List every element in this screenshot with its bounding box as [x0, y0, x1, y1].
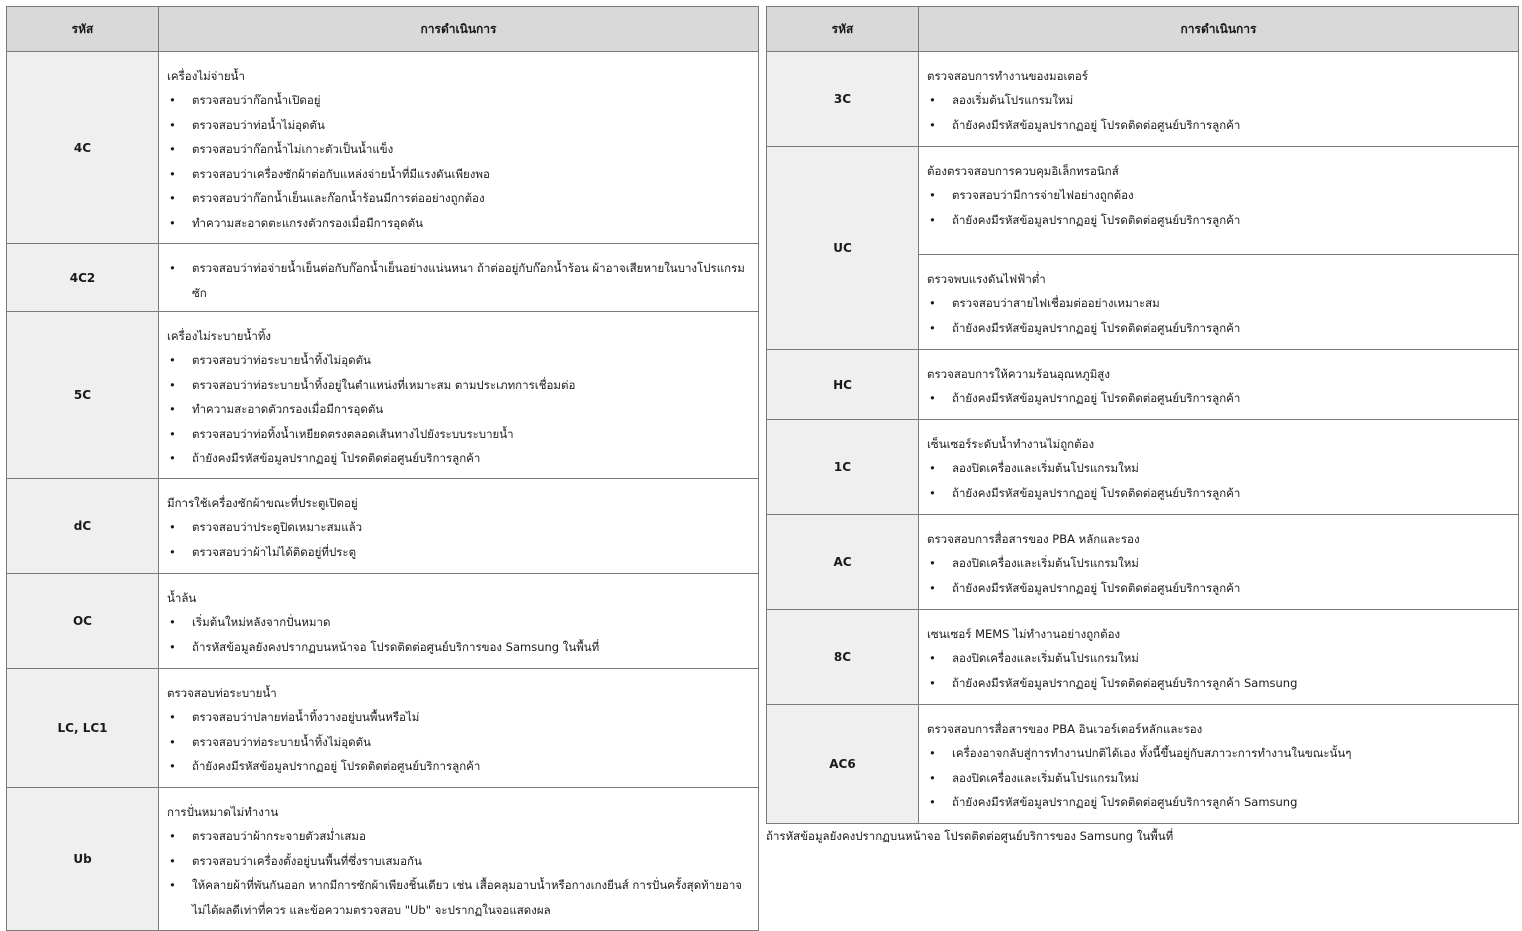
error-code-cell: AC6 — [767, 705, 919, 824]
action-list-item — [159, 610, 758, 635]
action-block — [919, 254, 1518, 349]
action-list-item — [919, 183, 1518, 208]
action-cell — [919, 705, 1519, 824]
action-item-text: ตรวจสอบว่าก๊อกน้ำเปิดอยู่ — [192, 93, 321, 107]
action-item-text: ลองปิดเครื่องและเริ่มต้นโปรแกรมใหม่ — [952, 770, 1139, 785]
action-list-item — [919, 741, 1518, 766]
action-item-text: ตรวจสอบว่ามีการจ่ายไฟอย่างถูกต้อง — [952, 188, 1134, 202]
error-code-row — [7, 669, 759, 788]
bullet-icon: • — [169, 759, 176, 773]
action-block — [159, 800, 758, 928]
action-item-text: ตรวจสอบว่าผ้ากระจายตัวสม่ำเสมอ — [192, 829, 366, 843]
action-heading: น้ำล้น — [167, 591, 197, 605]
action-list-item — [159, 397, 758, 422]
left-error-code-table — [6, 6, 759, 931]
action-list-item — [159, 422, 758, 447]
bullet-icon: • — [169, 520, 176, 534]
action-cell — [159, 788, 759, 931]
action-block — [919, 432, 1518, 511]
bullet-icon: • — [929, 188, 936, 202]
action-block — [919, 64, 1518, 143]
error-code-row — [767, 610, 1519, 705]
action-list — [159, 610, 758, 665]
action-cell — [919, 147, 1519, 350]
action-item-text: ทำความสะอาดตัวกรองเมื่อมีการอุดตัน — [192, 402, 384, 416]
action-item-text: เครื่องอาจกลับสู่การทำงานปกติได้เอง ทั้งนี้ขึ้นอยู่กับสภาวะการทำงานในขณะนั้นๆ — [952, 746, 1352, 760]
action-item-text: ลองปิดเครื่องและเริ่มต้นโปรแกรมใหม่ — [952, 556, 1139, 570]
bullet-icon: • — [169, 261, 176, 275]
action-item-text: ตรวจสอบว่าปลายท่อน้ำทิ้งวางอยู่บนพื้นหรือไม่ — [192, 710, 420, 724]
action-heading: มีการใช้เครื่องซักผ้าขณะที่ประตูเปิดอยู่ — [167, 496, 358, 510]
bullet-icon: • — [169, 853, 176, 868]
error-code-row — [7, 52, 759, 244]
action-list-item — [919, 790, 1518, 815]
action-list-item — [919, 646, 1518, 671]
action-heading: ตรวจสอบท่อระบายน้ำ — [167, 686, 277, 700]
bullet-icon: • — [169, 166, 176, 181]
action-item-text: ตรวจสอบว่าเครื่องตั้งอยู่บนพื้นที่ซึ่งราบเสมอกัน — [192, 853, 422, 868]
error-code-cell: 3C — [767, 52, 919, 147]
bullet-icon: • — [169, 829, 176, 843]
action-block — [919, 362, 1518, 417]
action-item-text: ให้คลายผ้าที่พันกันออก หากมีการซักผ้าเพียงชิ้นเดียว เช่น เสื้อคลุมอาบน้ำหรือกางเกงยีนส์ การปั่นครั้งสุดท้ายอาจไม่ได้ผลดีเท่าที่ควร และข้อความตรวจสอบ "Ub" จะปรากฏในจอแสดงผล — [192, 878, 743, 917]
action-block — [159, 324, 758, 477]
action-list-item — [919, 291, 1518, 316]
bullet-icon: • — [929, 461, 936, 475]
action-list — [919, 551, 1518, 606]
action-list — [159, 244, 758, 311]
bullet-icon: • — [929, 795, 936, 809]
action-block — [159, 244, 758, 311]
action-list — [159, 705, 758, 785]
action-cell — [159, 669, 759, 788]
error-code-cell: LC, LC1 — [7, 669, 159, 788]
action-item-text: ตรวจสอบว่าสายไฟเชื่อมต่ออย่างเหมาะสม — [952, 296, 1160, 310]
bullet-icon: • — [169, 734, 176, 749]
action-list — [919, 291, 1518, 346]
action-list-item — [159, 635, 758, 660]
error-code-cell: AC — [767, 515, 919, 610]
action-item-text: ถ้ายังคงมีรหัสข้อมูลปรากฏอยู่ โปรดติดต่อศูนย์บริการลูกค้า — [192, 451, 481, 465]
action-list-item — [159, 849, 758, 874]
action-list — [159, 348, 758, 477]
action-list-item — [159, 113, 758, 138]
footer-note: ถ้ารหัสข้อมูลยังคงปรากฏบนหน้าจอ โปรดติดต่อศูนย์บริการของ Samsung ในพื้นที่ — [766, 829, 1174, 843]
error-code-cell: 4C2 — [7, 244, 159, 312]
action-block — [919, 622, 1518, 701]
action-heading: เซ็นเซอร์ระดับน้ำทำงานไม่ถูกต้อง — [927, 437, 1095, 451]
error-code-cell: 8C — [767, 610, 919, 705]
bullet-icon: • — [169, 191, 176, 205]
action-item-text: ลองปิดเครื่องและเริ่มต้นโปรแกรมใหม่ — [952, 651, 1139, 665]
error-code-row — [767, 705, 1519, 824]
bullet-icon: • — [169, 93, 176, 107]
action-cell — [919, 420, 1519, 515]
action-item-text: ถ้ายังคงมีรหัสข้อมูลปรากฏอยู่ โปรดติดต่อศูนย์บริการลูกค้า — [952, 580, 1241, 595]
action-cell — [919, 515, 1519, 610]
error-code-row — [767, 147, 1519, 350]
action-item-text: ถ้ายังคงมีรหัสข้อมูลปรากฏอยู่ โปรดติดต่อศูนย์บริการลูกค้า — [952, 485, 1241, 500]
action-list-item — [159, 88, 758, 113]
header-row — [7, 7, 759, 52]
error-code-row — [7, 788, 759, 931]
action-cell — [919, 350, 1519, 420]
action-item-text: ลองปิดเครื่องและเริ่มต้นโปรแกรมใหม่ — [952, 461, 1139, 475]
action-item-text: ถ้ายังคงมีรหัสข้อมูลปรากฏอยู่ โปรดติดต่อศูนย์บริการลูกค้า — [192, 759, 481, 773]
bullet-icon: • — [169, 377, 176, 392]
error-code-cell: Ub — [7, 788, 159, 931]
action-item-text: ถ้ายังคงมีรหัสข้อมูลปรากฏอยู่ โปรดติดต่อศูนย์บริการลูกค้า — [952, 212, 1241, 227]
action-list-item — [159, 348, 758, 373]
bullet-icon: • — [169, 353, 176, 367]
action-column-header: การดำเนินการ — [919, 7, 1519, 52]
action-item-text: ตรวจสอบว่าท่อทิ้งน้ำเหยียดตรงตลอดเส้นทางไปยังระบบระบายน้ำ — [192, 426, 514, 441]
action-list-item — [159, 186, 758, 211]
right-error-code-table — [766, 6, 1519, 824]
action-heading: ตรวจสอบการสื่อสารของ PBA อินเวอร์เตอร์หลักและรอง — [927, 722, 1203, 736]
action-heading: เครื่องไม่ระบายน้ำทิ้ง — [167, 329, 272, 343]
action-list-item — [159, 162, 758, 187]
bullet-icon: • — [169, 878, 176, 892]
action-item-text: ถ้ายังคงมีรหัสข้อมูลปรากฏอยู่ โปรดติดต่อศูนย์บริการลูกค้า Samsung — [952, 675, 1298, 690]
action-list-item — [919, 766, 1518, 791]
error-code-cell: 1C — [767, 420, 919, 515]
action-list-item — [159, 515, 758, 540]
bullet-icon: • — [929, 675, 936, 690]
action-list-item — [919, 208, 1518, 233]
action-list — [159, 824, 758, 928]
action-list — [919, 88, 1518, 143]
bullet-icon: • — [929, 651, 936, 665]
bullet-icon: • — [169, 451, 176, 465]
error-code-cell: HC — [767, 350, 919, 420]
action-list-item — [159, 754, 758, 779]
action-item-text: ถ้ารหัสข้อมูลยังคงปรากฏบนหน้าจอ โปรดติดต่อศูนย์บริการของ Samsung ในพื้นที่ — [192, 639, 600, 654]
action-cell — [159, 52, 759, 244]
error-code-row — [767, 350, 1519, 420]
action-item-text: ตรวจสอบว่าก๊อกน้ำเย็นและก๊อกน้ำร้อนมีการต่ออย่างถูกต้อง — [192, 191, 485, 205]
action-list-item — [159, 730, 758, 755]
action-item-text: ตรวจสอบว่าผ้าไม่ได้ติดอยู่ที่ประตู — [192, 544, 357, 559]
error-code-cell: dC — [7, 479, 159, 574]
action-block — [919, 717, 1518, 821]
header-row — [767, 7, 1519, 52]
bullet-icon: • — [169, 639, 176, 654]
error-code-cell: 4C — [7, 52, 159, 244]
action-list-item — [159, 873, 758, 922]
bullet-icon: • — [929, 93, 936, 107]
error-code-row — [7, 312, 759, 479]
bullet-icon: • — [929, 485, 936, 500]
action-block — [919, 159, 1518, 254]
action-list-item — [919, 316, 1518, 341]
action-heading: ตรวจสอบการให้ความร้อนอุณหภูมิสูง — [927, 367, 1110, 381]
action-item-text: ตรวจสอบว่าประตูปิดเหมาะสมแล้ว — [192, 520, 363, 534]
bullet-icon: • — [929, 296, 936, 310]
action-cell — [919, 52, 1519, 147]
bullet-icon: • — [929, 320, 936, 335]
action-item-text: ทำความสะอาดตะแกรงตัวกรองเมื่อมีการอุดตัน — [192, 215, 423, 230]
error-code-row — [7, 574, 759, 669]
action-list-item — [159, 373, 758, 398]
bullet-icon: • — [929, 746, 936, 760]
action-list-item — [159, 446, 758, 471]
action-list — [159, 515, 758, 570]
action-list-item — [919, 576, 1518, 601]
error-code-cell: UC — [767, 147, 919, 350]
action-list-item — [159, 824, 758, 849]
action-item-text: ตรวจสอบว่าเครื่องซักผ้าต่อกับแหล่งจ่ายน้ำที่มีแรงดันเพียงพอ — [192, 166, 490, 181]
bullet-icon: • — [169, 544, 176, 559]
action-item-text: ตรวจสอบว่าท่อน้ำไม่อุดตัน — [192, 117, 325, 132]
action-item-text: ตรวจสอบว่าท่อระบายน้ำทิ้งอยู่ในตำแหน่งที่เหมาะสม ตามประเภทการเชื่อมต่อ — [192, 377, 576, 392]
action-list — [919, 646, 1518, 701]
error-code-row — [7, 479, 759, 574]
action-cell — [159, 479, 759, 574]
error-code-row — [7, 244, 759, 312]
action-list-item — [919, 88, 1518, 113]
action-list-item — [159, 705, 758, 730]
bullet-icon: • — [929, 117, 936, 132]
action-list-item — [919, 456, 1518, 481]
action-item-text: ถ้ายังคงมีรหัสข้อมูลปรากฏอยู่ โปรดติดต่อศูนย์บริการลูกค้า — [952, 320, 1241, 335]
action-item-text: ถ้ายังคงมีรหัสข้อมูลปรากฏอยู่ โปรดติดต่อศูนย์บริการลูกค้า — [952, 117, 1241, 132]
action-block — [159, 64, 758, 241]
bullet-icon: • — [169, 142, 176, 156]
action-cell — [159, 574, 759, 669]
bullet-icon: • — [169, 710, 176, 724]
code-column-header: รหัส — [7, 7, 159, 52]
bullet-icon: • — [169, 215, 176, 230]
action-list-item — [919, 671, 1518, 696]
error-code-row — [767, 52, 1519, 147]
bullet-icon: • — [929, 212, 936, 227]
action-heading: เครื่องไม่จ่ายน้ำ — [167, 69, 245, 83]
action-heading: ตรวจสอบการสื่อสารของ PBA หลักและรอง — [927, 532, 1140, 546]
action-block — [159, 491, 758, 570]
action-item-text: ตรวจสอบว่าท่อจ่ายน้ำเย็นต่อกับก๊อกน้ำเย็นอย่างแน่นหนา ถ้าต่ออยู่กับก๊อกน้ำร้อน ผ้าอาจเสียหายในบางโปรแกรมซัก — [192, 261, 745, 300]
action-list-item — [159, 211, 758, 236]
action-item-text: เริ่มต้นใหม่หลังจากปั่นหมาด — [192, 615, 331, 629]
code-column-header: รหัส — [767, 7, 919, 52]
action-block — [159, 586, 758, 665]
error-code-row — [767, 515, 1519, 610]
action-list-item — [159, 137, 758, 162]
action-item-text: ถ้ายังคงมีรหัสข้อมูลปรากฏอยู่ โปรดติดต่อศูนย์บริการลูกค้า Samsung — [952, 795, 1298, 809]
action-list — [919, 183, 1518, 238]
error-code-row — [767, 420, 1519, 515]
bullet-icon: • — [169, 426, 176, 441]
action-list-item — [919, 113, 1518, 138]
action-column-header: การดำเนินการ — [159, 7, 759, 52]
bullet-icon: • — [929, 556, 936, 570]
action-list-item — [159, 256, 758, 305]
bullet-icon: • — [169, 402, 176, 416]
bullet-icon: • — [169, 615, 176, 629]
action-list-item — [919, 386, 1518, 411]
action-cell — [919, 610, 1519, 705]
action-list-item — [919, 551, 1518, 576]
action-item-text: ลองเริ่มต้นโปรแกรมใหม่ — [952, 93, 1074, 107]
action-heading: การปั่นหมาดไม่ทำงาน — [167, 805, 279, 819]
action-cell — [159, 244, 759, 312]
action-block — [159, 681, 758, 785]
action-heading: เซนเซอร์ MEMS ไม่ทำงานอย่างถูกต้อง — [927, 627, 1121, 641]
action-item-text: ตรวจสอบว่าท่อระบายน้ำทิ้งไม่อุดตัน — [192, 734, 371, 749]
action-item-text: ตรวจสอบว่าก๊อกน้ำไม่เกาะตัวเป็นน้ำแข็ง — [192, 142, 394, 156]
action-list-item — [919, 481, 1518, 506]
bullet-icon: • — [929, 770, 936, 785]
action-heading: ต้องตรวจสอบการควบคุมอิเล็กทรอนิกส์ — [927, 164, 1119, 178]
action-list-item — [159, 540, 758, 565]
action-heading: ตรวจพบแรงดันไฟฟ้าต่ำ — [927, 272, 1046, 286]
bullet-icon: • — [929, 391, 936, 405]
action-item-text: ถ้ายังคงมีรหัสข้อมูลปรากฏอยู่ โปรดติดต่อศูนย์บริการลูกค้า — [952, 391, 1241, 405]
action-list — [919, 456, 1518, 511]
error-code-cell: 5C — [7, 312, 159, 479]
error-code-cell: OC — [7, 574, 159, 669]
action-list — [919, 741, 1518, 821]
action-block — [919, 527, 1518, 606]
action-heading: ตรวจสอบการทำงานของมอเตอร์ — [927, 69, 1088, 83]
action-item-text: ตรวจสอบว่าท่อระบายน้ำทิ้งไม่อุดตัน — [192, 353, 371, 367]
bullet-icon: • — [929, 580, 936, 595]
bullet-icon: • — [169, 117, 176, 132]
action-list — [919, 386, 1518, 417]
action-list — [159, 88, 758, 241]
action-cell — [159, 312, 759, 479]
